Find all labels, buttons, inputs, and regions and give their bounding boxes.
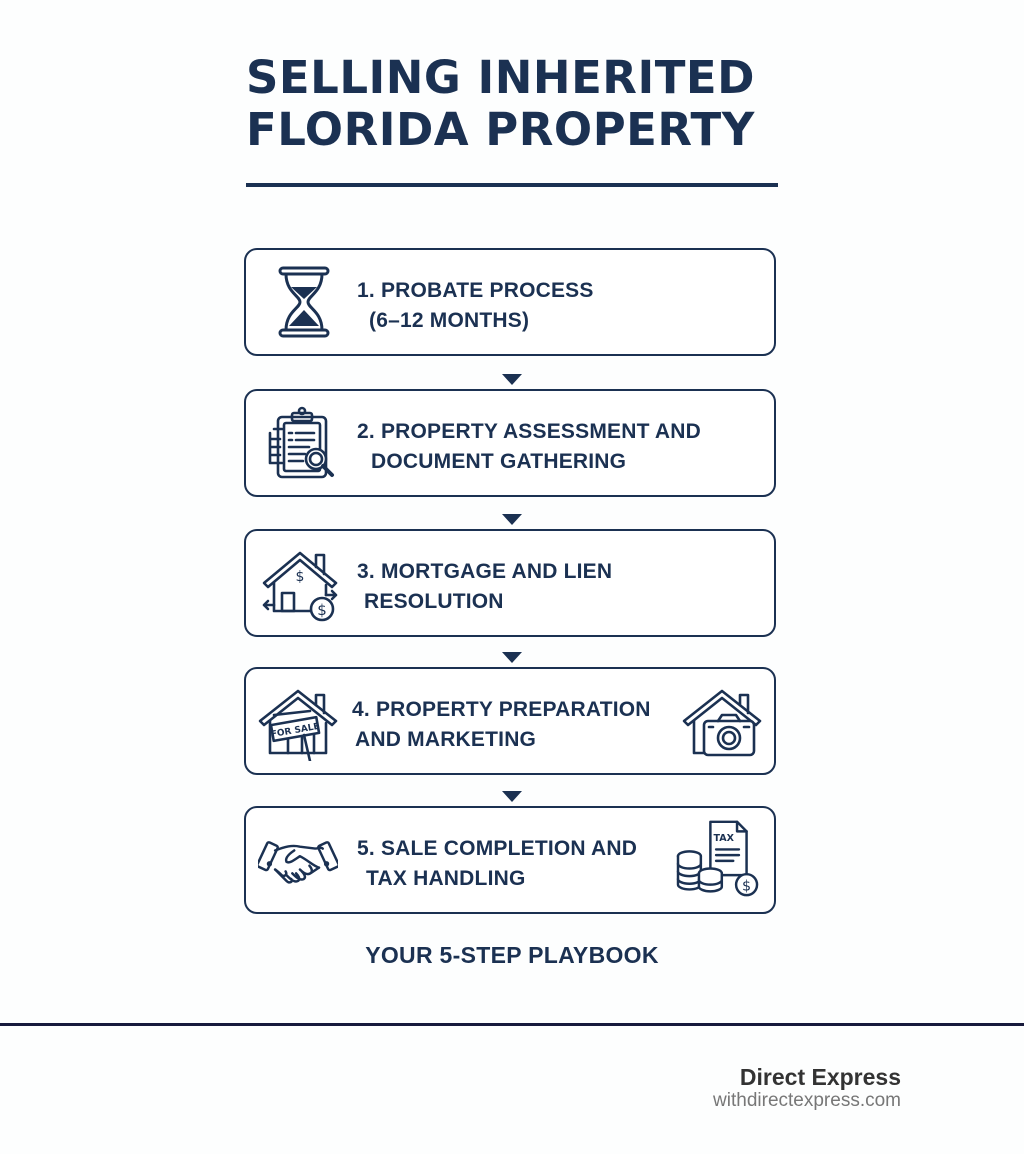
flow-arrow-1 — [502, 374, 522, 385]
flow-arrow-3 — [502, 652, 522, 663]
step-5-line-2: TAX HANDLING — [366, 867, 526, 890]
title-line-2: FLORIDA PROPERTY — [246, 103, 755, 156]
step-2-line-2: DOCUMENT GATHERING — [371, 450, 627, 473]
svg-text:FOR SALE: FOR SALE — [270, 721, 321, 741]
svg-text:$: $ — [317, 601, 327, 619]
svg-text:TAX: TAX — [713, 832, 734, 844]
step-4-line-1: 4. PROPERTY PREPARATION — [352, 698, 651, 721]
brand-url[interactable]: withdirectexpress.com — [713, 1090, 901, 1111]
step-2-line-1: 2. PROPERTY ASSESSMENT AND — [357, 420, 701, 443]
step-2-card — [244, 389, 776, 497]
svg-text:$: $ — [295, 569, 305, 585]
step-1-line-2: (6–12 MONTHS) — [369, 309, 530, 332]
step-3-card — [244, 529, 776, 637]
hourglass-icon — [264, 262, 344, 342]
step-1-label — [357, 276, 594, 336]
brand-block — [713, 1064, 901, 1112]
page-title — [246, 52, 806, 156]
step-4-line-2: AND MARKETING — [355, 728, 537, 751]
footer-divider — [0, 1023, 1024, 1026]
title-line-1: SELLING INHERITED — [246, 51, 755, 104]
step-3-line-2: RESOLUTION — [364, 590, 504, 613]
tax-coins-icon — [672, 818, 764, 898]
handshake-icon — [258, 820, 338, 900]
step-1-line-1: 1. PROBATE PROCESS — [357, 279, 594, 302]
step-1-card — [244, 248, 776, 356]
brand-name: Direct Express — [739, 1064, 901, 1090]
step-5-line-1: 5. SALE COMPLETION AND — [357, 837, 638, 860]
house-for-sale-icon — [258, 681, 338, 761]
step-5-card — [244, 806, 776, 914]
clipboard-magnifier-icon — [260, 403, 340, 483]
flow-arrow-2 — [502, 514, 522, 525]
step-3-line-1: 3. MORTGAGE AND LIEN — [357, 560, 613, 583]
step-4-card — [244, 667, 776, 775]
house-dollar-icon — [260, 543, 340, 623]
playbook-caption: YOUR 5-STEP PLAYBOOK — [365, 942, 659, 968]
house-camera-icon — [682, 681, 762, 761]
step-5-label — [357, 834, 637, 894]
svg-text:$: $ — [742, 878, 752, 895]
flow-arrow-4 — [502, 791, 522, 802]
step-2-label — [357, 417, 701, 477]
title-divider — [246, 183, 778, 187]
step-3-label — [357, 557, 612, 617]
step-4-label — [352, 695, 651, 755]
